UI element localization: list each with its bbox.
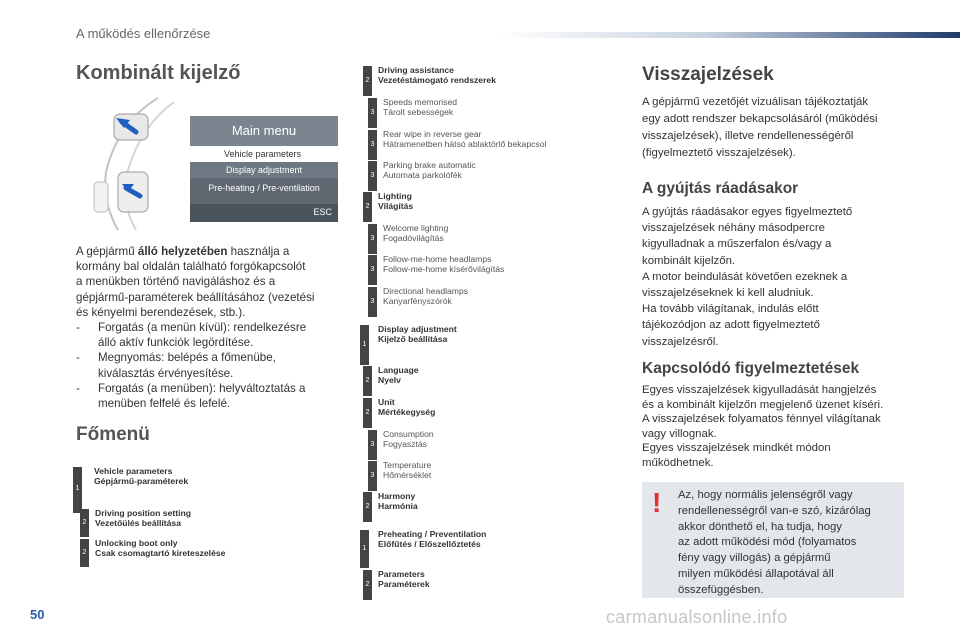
screen-item-vehicle-parameters: Vehicle parameters (190, 146, 338, 162)
related-paragraph: Egyes visszajelzések kigyulladását hangjelzés és a kombinált kijelzőn megjelenő üzenet kíséri. A visszajelzések folyamatos fénnyel világítanak vagy villognak. Egyes visszajelzések mindkét módon működhetnek. (642, 384, 884, 469)
main-menu-screen (190, 116, 338, 222)
watermark: carmanualsonline.info (606, 607, 788, 627)
note-text: Az, hogy normális jelenségről vagy rendellenességről van-e szó, kizárólag akkor dönthető el, ha tudja, hogy az adott működési mód (folyamatos fény vagy villogás) a gépjármű milyen működési állapotával áll összefüggésben. (678, 489, 871, 596)
header-gradient-bar (500, 32, 960, 38)
main-menu-title: Main menu (190, 116, 338, 146)
body-line: gépjármű-paraméterek beállításához (vezetési (76, 290, 315, 304)
page-number: 50 (30, 607, 45, 622)
body-line: A gépjármű álló helyzetében használja a (76, 245, 290, 258)
warning-note-box (642, 482, 904, 598)
title-visszajelzesek: Visszajelzések (642, 64, 774, 85)
section-header: A működés ellenőrzése (76, 26, 211, 41)
screen-item-display-adjustment: Display adjustment (190, 162, 338, 178)
bullet-line: - Megnyomás: belépés a főmenübe, (76, 351, 276, 365)
heading-related-warnings: Kapcsolódó figyelmeztetések (642, 360, 860, 377)
bullet-line: kiválasztás érvényesítése. (98, 366, 234, 380)
bullet-line: - Forgatás (a menün kívül): rendelkezésre (76, 321, 307, 335)
heading-ignition: A gyújtás ráadásakor (642, 180, 799, 197)
ignition-paragraph: A gyújtás ráadásakor egyes figyelmeztető visszajelzések néhány másodpercre kigyulladnak a műszerfalon és/vagy a kombinált kijelzőn. A motor beindulását követően ezeknek a visszajelzéseknek ki kell aludniuk. Ha tovább világítanak, indulás előtt tájékozódjon az adott figyelmeztető visszajelzésről. (642, 206, 853, 348)
body-line: kormány bal oldalán található forgókapcsolót (76, 260, 306, 274)
exclamation-icon: ! (652, 487, 662, 518)
title-fomenu: Főmenü (76, 424, 150, 445)
bullet-line: - Forgatás (a menüben): helyváltoztatás a (76, 381, 306, 395)
body-line: a menükben történő navigáláshoz és a (76, 275, 276, 289)
screen-item-preheating: Pre-heating / Pre-ventilation (208, 183, 320, 193)
steering-wheel-illustration (78, 92, 190, 232)
screen-esc-label: ESC (313, 207, 332, 217)
left-body-text (76, 244, 346, 411)
intro-paragraph: A gépjármű vezetőjét vizuálisan tájékoztatják egy adott rendszer bekapcsolásáról (működési visszajelzések), illetve rendellenességéről (figyelmeztető visszajelzések). (642, 96, 878, 159)
body-line: és kényelmi berendezések, stb.). (76, 305, 246, 319)
bullet-line: álló aktív funkciók legördítése. (98, 336, 254, 350)
title-kombinalt-kijelzo: Kombinált kijelző (76, 62, 241, 84)
bullet-line: menüben felfelé és lefelé. (98, 397, 231, 411)
